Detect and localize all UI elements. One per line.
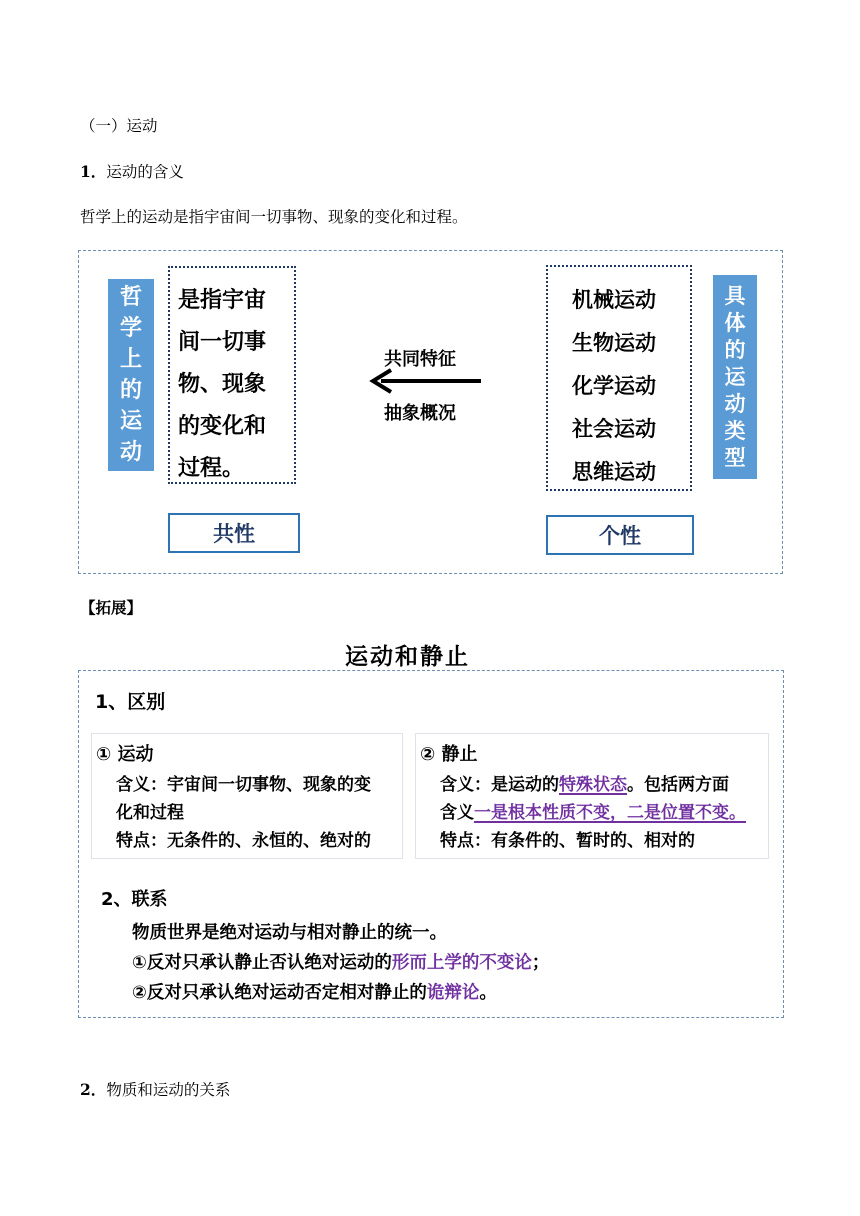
motion-type: 化学运动 bbox=[572, 374, 656, 398]
common-definition-box bbox=[168, 266, 296, 484]
connection-line2 bbox=[132, 949, 549, 974]
subsection-2-text: 物质和运动的关系 bbox=[106, 1081, 231, 1099]
bar-char: 哲 bbox=[119, 285, 142, 310]
definition-line: 的变化和 bbox=[178, 414, 267, 439]
individuality-label: 个性 bbox=[546, 515, 694, 555]
bar-char: 体 bbox=[724, 310, 746, 335]
motion-rest-diagram bbox=[78, 670, 784, 1018]
line3-suffix: 。 bbox=[479, 983, 497, 1003]
subsection-2-number: 2 bbox=[80, 1080, 91, 1099]
special-state-highlight: 特殊状态 bbox=[559, 775, 627, 795]
two-aspects-highlight: 一是根本性质不变，二是位置不变。 bbox=[474, 803, 746, 823]
line2-suffix: ； bbox=[531, 953, 550, 973]
sophistry-highlight: 诡辩论 bbox=[426, 983, 480, 1003]
connection-line3 bbox=[132, 979, 497, 1004]
rest-card bbox=[415, 733, 769, 859]
rest-meaning-line2 bbox=[440, 798, 746, 823]
metaphysics-highlight: 形而上学的不变论 bbox=[391, 953, 532, 973]
subsection-2-title: 2．物质和运动的关系 bbox=[80, 1080, 231, 1099]
bar-char: 型 bbox=[724, 445, 746, 470]
subsection-1-text: 运动的含义 bbox=[106, 163, 184, 181]
definition-line: 物、现象 bbox=[178, 372, 267, 397]
motion-heading: ① 运动 bbox=[96, 744, 154, 765]
difference-heading: 1、区别 bbox=[95, 691, 166, 713]
connection-line1: 物质世界是绝对运动与相对静止的统一。 bbox=[132, 923, 447, 943]
arrow-label-top: 共同特征 bbox=[384, 349, 456, 370]
rest-feature: 特点：有条件的、暂时的、相对的 bbox=[440, 831, 695, 851]
motion-type: 社会运动 bbox=[572, 417, 656, 441]
motion-rest-title: 运动和静止 bbox=[345, 644, 470, 670]
bar-char: 具 bbox=[724, 283, 746, 308]
rest-heading: ② 静止 bbox=[420, 744, 478, 765]
rest-meaning-suffix: 。包括两方面 bbox=[627, 775, 729, 795]
bar-char: 类 bbox=[724, 418, 746, 443]
connection-heading: 2、联系 bbox=[101, 889, 168, 910]
motion-types-box bbox=[546, 265, 692, 491]
line2-prefix: ①反对只承认静止否认绝对运动的 bbox=[132, 953, 392, 973]
line3-prefix: ②反对只承认绝对运动否定相对静止的 bbox=[132, 983, 427, 1003]
motion-meaning-line1: 含义：宇宙间一切事物、现象的变 bbox=[116, 775, 371, 795]
rest-meaning2-prefix: 含义 bbox=[440, 803, 474, 823]
definition-line: 是指宇宙 bbox=[178, 288, 267, 313]
bar-char: 运 bbox=[119, 409, 142, 434]
motion-card bbox=[91, 733, 403, 859]
definition-line: 间一切事 bbox=[178, 330, 267, 355]
bar-char: 动 bbox=[724, 391, 746, 416]
motion-type: 思维运动 bbox=[572, 460, 656, 484]
motion-feature: 特点：无条件的、永恒的、绝对的 bbox=[116, 831, 371, 851]
left-arrow-icon bbox=[367, 366, 485, 396]
commonality-label: 共性 bbox=[168, 513, 300, 553]
motion-diagram bbox=[78, 250, 783, 574]
motion-type: 生物运动 bbox=[572, 331, 656, 355]
bar-char: 的 bbox=[724, 337, 746, 362]
bar-char: 的 bbox=[119, 378, 142, 403]
specific-types-bar bbox=[713, 275, 757, 479]
extension-label: 【拓展】 bbox=[80, 598, 143, 617]
subsection-1-title: 1．运动的含义 bbox=[80, 162, 184, 181]
motion-definition: 哲学上的运动是指宇宙间一切事物、现象的变化和过程。 bbox=[80, 208, 468, 226]
philosophy-motion-bar bbox=[108, 279, 154, 471]
definition-line: 过程。 bbox=[178, 456, 245, 481]
section-title: （一）运动 bbox=[80, 117, 158, 135]
rest-meaning-line1 bbox=[440, 770, 729, 795]
motion-type: 机械运动 bbox=[572, 288, 656, 312]
bar-char: 上 bbox=[119, 347, 142, 372]
arrow-label-bottom: 抽象概况 bbox=[384, 403, 456, 424]
motion-meaning-line2: 化和过程 bbox=[116, 803, 184, 823]
bar-char: 运 bbox=[724, 364, 746, 389]
bar-char: 学 bbox=[119, 316, 142, 341]
subsection-1-number: 1 bbox=[80, 162, 91, 181]
bar-char: 动 bbox=[119, 440, 142, 465]
rest-meaning-prefix: 含义：是运动的 bbox=[440, 775, 559, 795]
